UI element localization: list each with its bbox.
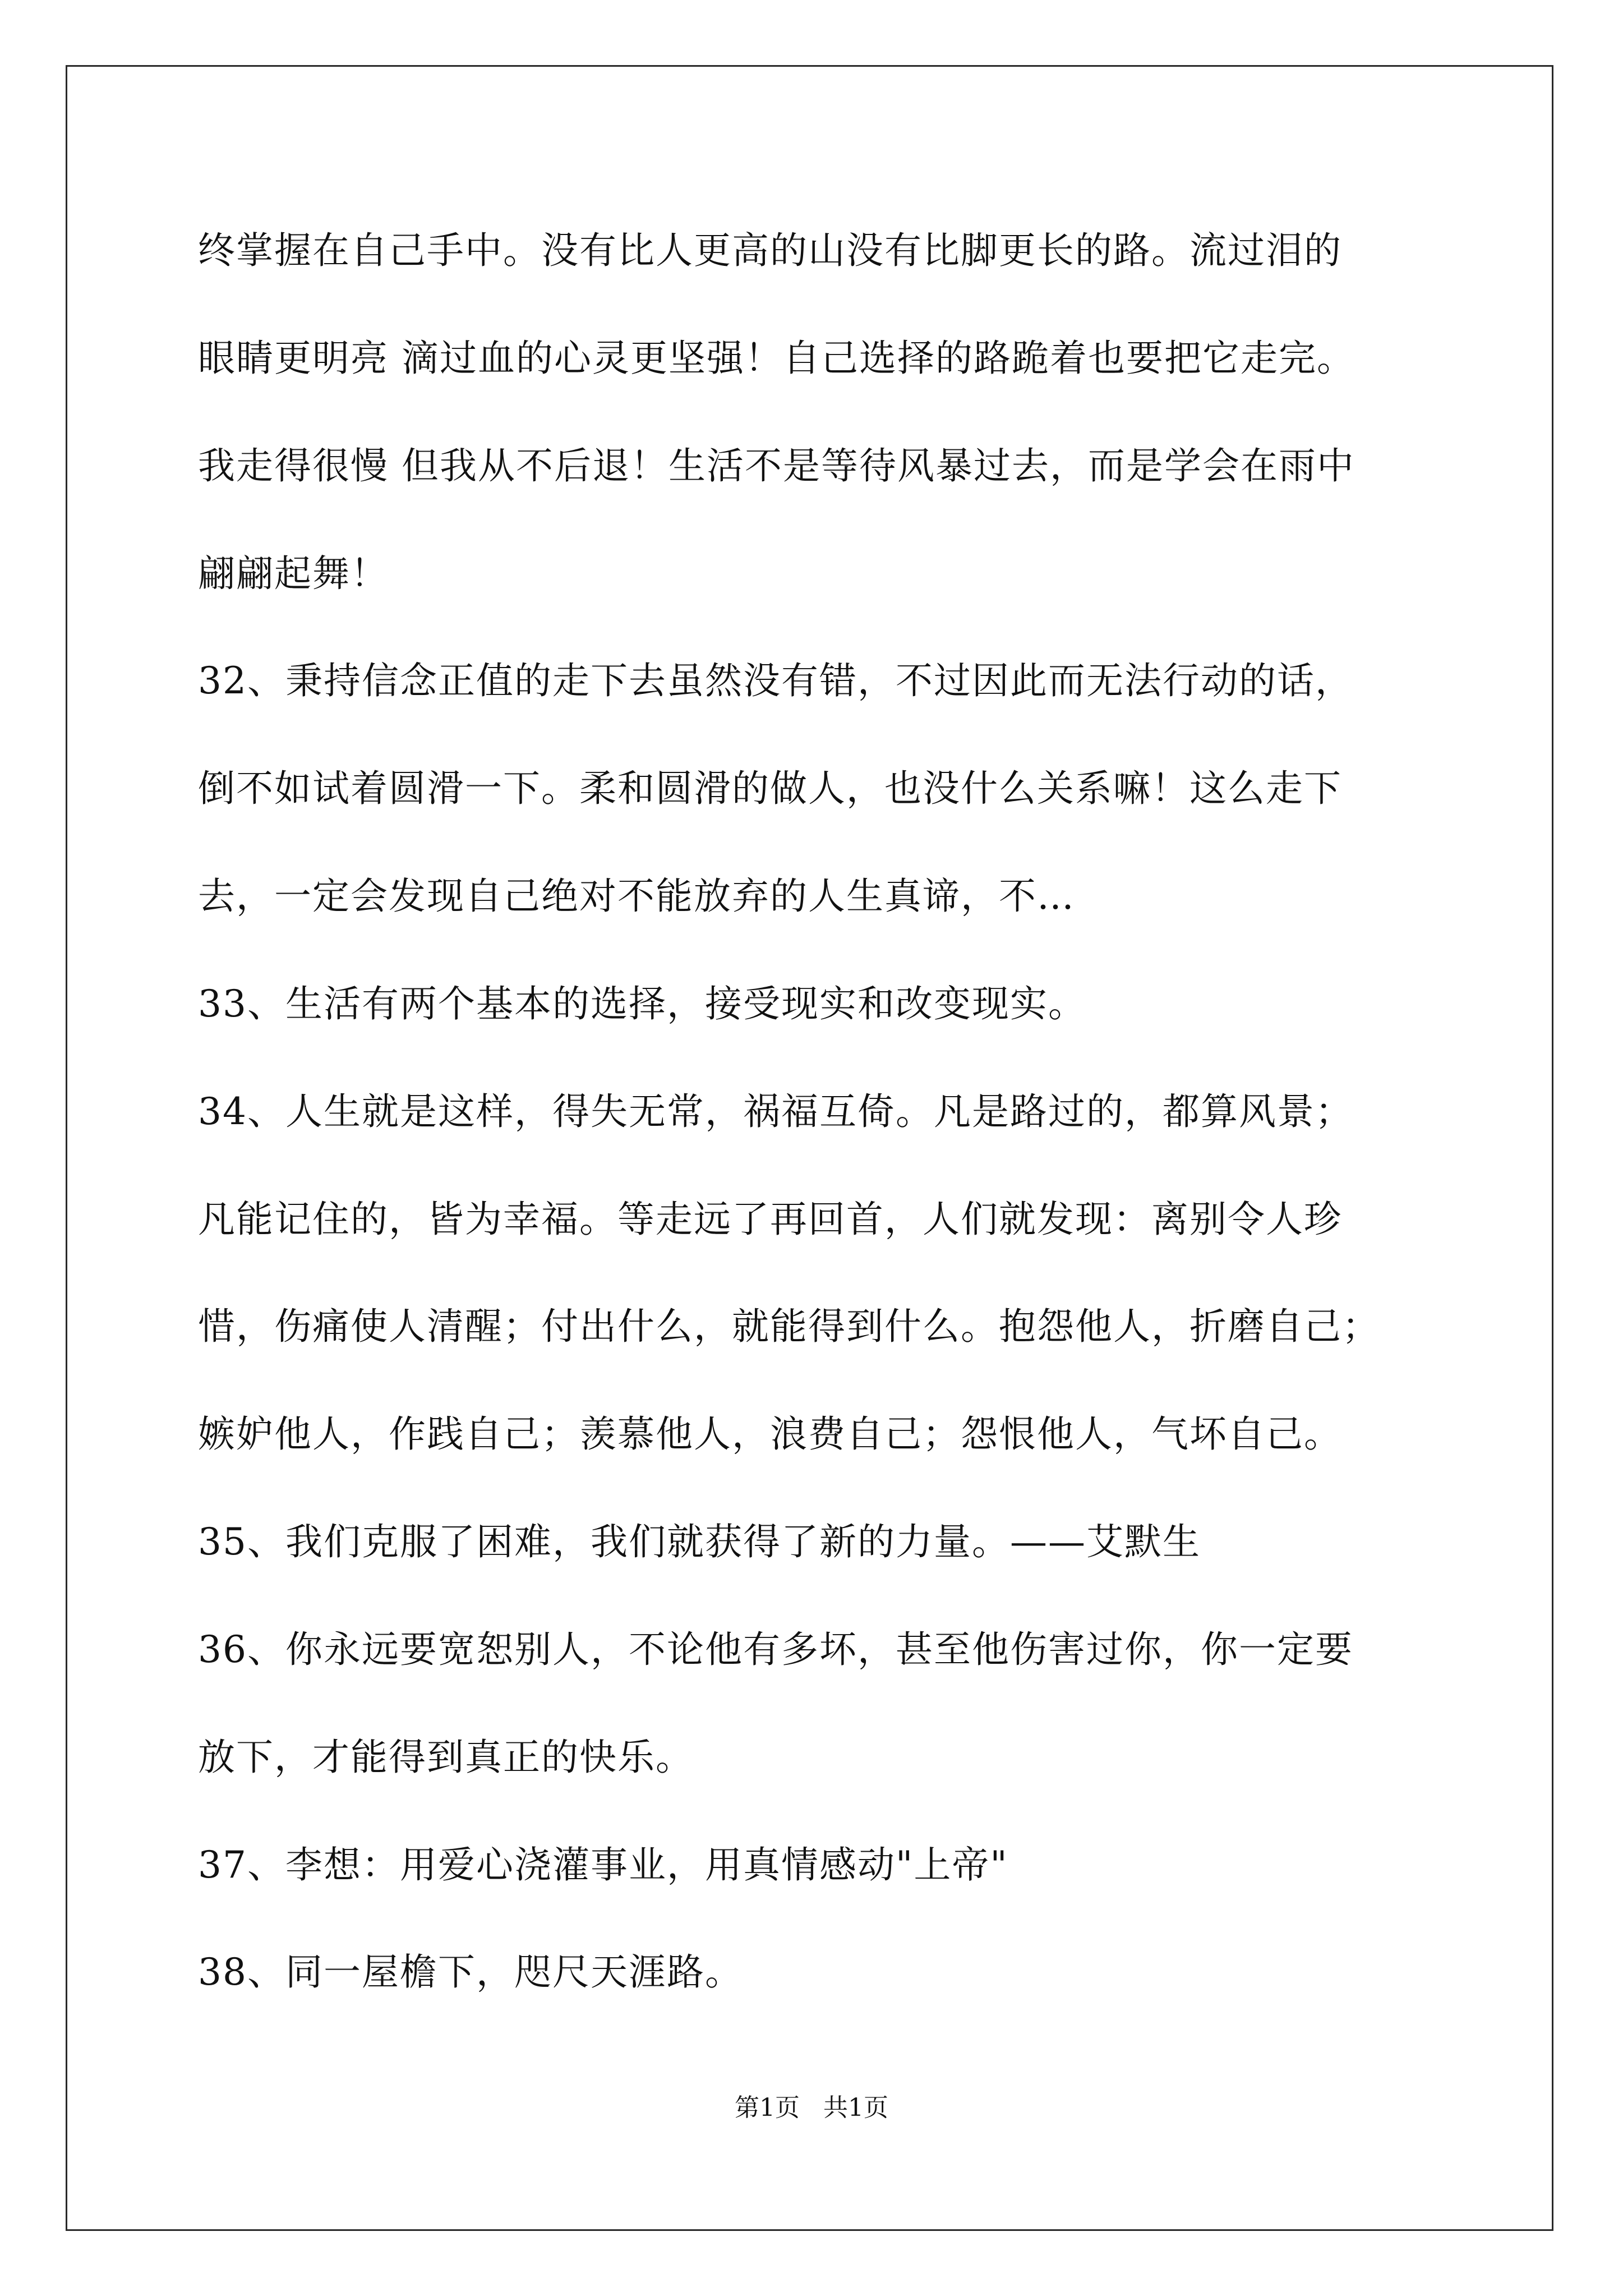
text-line: 凡能记住的，皆为幸福。等走远了再回首，人们就发现：离别令人珍 (198, 1198, 1342, 1241)
text-line: 惜，伤痛使人清醒；付出什么，就能得到什么。抱怨他人，折磨自己； (198, 1305, 1380, 1348)
text-line: 去，一定会发现自己绝对不能放弃的人生真谛，不… (198, 875, 1075, 918)
text-line: 32、秉持信念正值的走下去虽然没有错，不过因此而无法行动的话， (198, 659, 1353, 702)
text-line: 35、我们克服了困难，我们就获得了新的力量。——艾默生 (198, 1520, 1201, 1563)
text-line: 放下，才能得到真正的快乐。 (198, 1736, 694, 1779)
text-line: 33、生活有两个基本的选择，接受现实和改变现实。 (198, 982, 1086, 1025)
text-line: 我走得很慢 但我从不后退！生活不是等待风暴过去，而是学会在雨中 (198, 444, 1355, 487)
text-line: 34、人生就是这样，得失无常，祸福互倚。凡是路过的，都算风景； (198, 1090, 1353, 1133)
text-line: 翩翩起舞！ (198, 552, 389, 595)
page-footer: 第1页 共1页 (735, 2093, 888, 2122)
page-border (66, 65, 1553, 2231)
text-line: 嫉妒他人，作践自己；羡慕他人，浪费自己；怨恨他人，气坏自己。 (198, 1412, 1342, 1456)
text-line: 37、李想：用爱心浇灌事业，用真情感动"上帝" (198, 1843, 1008, 1887)
text-line: 终掌握在自己手中。没有比人更高的山没有比脚更长的路。流过泪的 (198, 229, 1342, 272)
text-line: 38、同一屋檐下，咫尺天涯路。 (198, 1950, 743, 1994)
text-line: 倒不如试着圆滑一下。柔和圆滑的做人，也没什么关系嘛！这么走下 (198, 767, 1342, 810)
text-line: 眼睛更明亮 滴过血的心灵更坚强！自己选择的路跪着也要把它走完。 (198, 337, 1355, 380)
text-line: 36、你永远要宽恕别人，不论他有多坏，甚至他伤害过你，你一定要 (198, 1628, 1353, 1671)
